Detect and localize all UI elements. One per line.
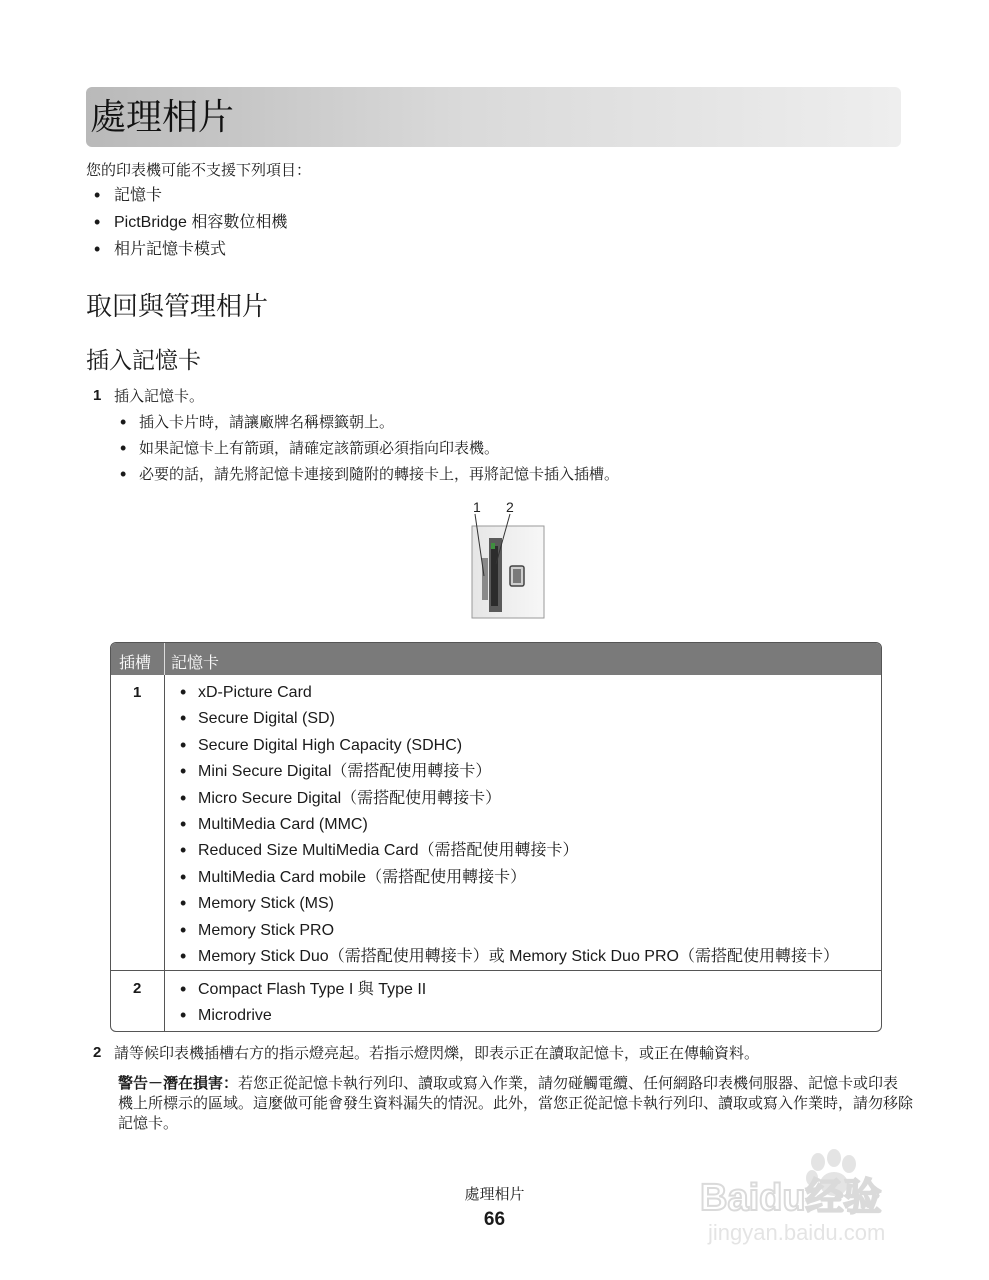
baidu-watermark: [700, 1140, 940, 1270]
warning-label: 警告－潛在損害：: [118, 1075, 239, 1092]
figure-label-2: 2: [506, 499, 514, 515]
header-slot: 插槽: [119, 655, 152, 672]
step-text: 插入記憶卡。: [114, 388, 205, 405]
step-number: 1: [93, 387, 102, 404]
slot-number: 2: [133, 980, 142, 997]
warning-text: 若您正從記憶卡執行列印、讀取或寫入作業，請勿碰觸電纜、任何網路印表機伺服器、記憶卡或印表機上所標示的區域。這麼做可能會發生資料漏失的情況。此外，當您正從記憶卡執行列印、讀取或寫入作業時，請勿移除記憶卡。: [118, 1075, 914, 1132]
intro-text: 您的印表機可能不支援下列項目：: [86, 162, 312, 179]
list-item: • Secure Digital (SD): [180, 709, 839, 735]
list-item: • Mini Secure Digital（需搭配使用轉接卡）: [180, 762, 839, 788]
list-item: • Compact Flash Type I 與 Type II: [180, 980, 426, 1006]
page-title: 處理相片: [90, 96, 235, 137]
section-heading: 取回與管理相片: [86, 291, 269, 321]
warning-note: [118, 1074, 913, 1134]
list-item: • MultiMedia Card mobile（需搭配使用轉接卡）: [180, 868, 839, 894]
step-number: 2: [93, 1044, 102, 1061]
list-item: • Memory Stick (MS): [180, 894, 839, 920]
intro-list: [94, 186, 287, 267]
table-header: [111, 643, 881, 675]
svg-text:Baidu经验: Baidu经验: [700, 1177, 882, 1219]
list-item: • Micro Secure Digital（需搭配使用轉接卡）: [180, 789, 839, 815]
page-number: 66: [483, 1209, 506, 1230]
card-list: [180, 980, 426, 1032]
footer-title: 處理相片: [464, 1186, 525, 1203]
step-text: 請等候印表機插槽右方的指示燈亮起。若指示燈閃爍，即表示正在讀取記憶卡，或正在傳輸資料。: [114, 1045, 760, 1062]
list-item: • Memory Stick Duo（需搭配使用轉接卡）或 Memory Stick Duo PRO（需搭配使用轉接卡）: [180, 947, 839, 973]
list-item: • 插入卡片時，請讓廠牌名稱標籤朝上。: [120, 413, 619, 439]
svg-text:jingyan.baidu.com: jingyan.baidu.com: [708, 1220, 886, 1245]
list-item: • PictBridge 相容數位相機: [94, 213, 287, 240]
figure-label-1: 1: [473, 499, 481, 515]
list-item: • Microdrive: [180, 1006, 426, 1032]
list-item: • 相片記憶卡模式: [94, 240, 287, 267]
list-item: • xD-Picture Card: [180, 683, 839, 709]
step-bullets: [120, 413, 619, 491]
list-item: • Reduced Size MultiMedia Card（需搭配使用轉接卡）: [180, 841, 839, 867]
subsection-heading: 插入記憶卡: [86, 347, 201, 373]
list-item: • 如果記憶卡上有箭頭，請確定該箭頭必須指向印表機。: [120, 439, 619, 465]
card-list: [180, 683, 839, 973]
list-item: • MultiMedia Card (MMC): [180, 815, 839, 841]
header-card: 記憶卡: [171, 655, 220, 672]
list-item: • Secure Digital High Capacity (SDHC): [180, 736, 839, 762]
list-item: • 必要的話，請先將記憶卡連接到隨附的轉接卡上，再將記憶卡插入插槽。: [120, 465, 619, 491]
memory-card-table: [110, 642, 882, 1032]
list-item: • 記憶卡: [94, 186, 287, 213]
list-item: • Memory Stick PRO: [180, 921, 839, 947]
slot-number: 1: [133, 684, 142, 701]
card-slot-figure: [466, 498, 546, 620]
